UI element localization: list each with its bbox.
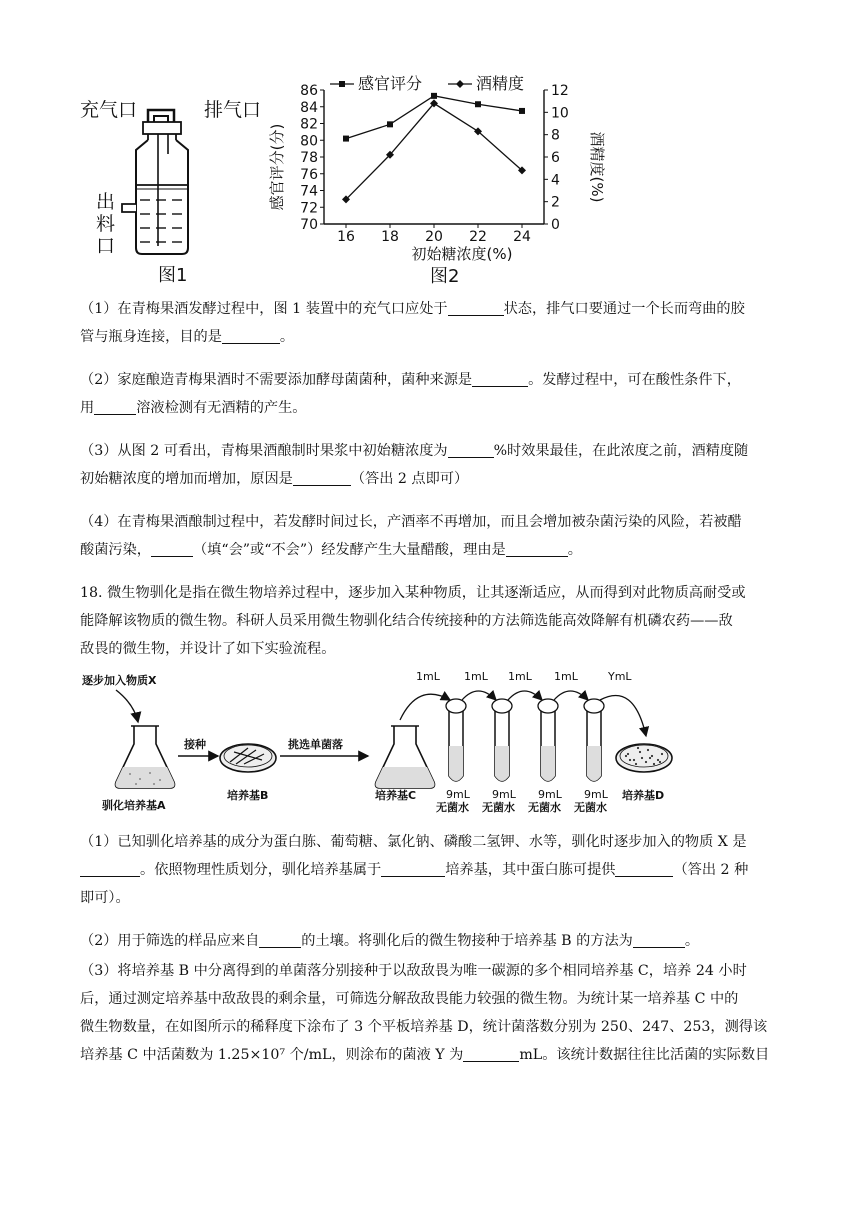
colony-dot: [645, 761, 647, 763]
colony-dot: [635, 763, 637, 765]
plate-b-label: 培养基B: [227, 789, 269, 802]
legend-label-1: 感官评分: [358, 74, 423, 93]
series-point-square: [431, 93, 437, 99]
x-tick-label: 22: [469, 229, 487, 245]
plate-d: [616, 744, 672, 772]
figure2-chart: [262, 70, 607, 288]
left-tick-label: 74: [300, 183, 318, 200]
x-tick-label: 18: [381, 229, 399, 245]
right-tick-label: 8: [551, 127, 560, 144]
transfer-label-2: 1mL: [464, 670, 488, 683]
colony-dot: [651, 755, 653, 757]
cotton-plug: [538, 699, 558, 713]
add-x-label: 逐步加入物质X: [82, 674, 157, 687]
colony-dot: [649, 757, 651, 759]
q18-intro: 18. 微生物驯化是指在微生物培养过程中，逐步加入某种物质，让其逐渐适应，从而得到对此物质高耐受或 能降解该物质的微生物。科研人员采用微生物驯化结合传统接种的方法筛选能高效降解有机磷农药——敌 敌畏的微生物，并设计了如下实验流程。: [80, 585, 746, 657]
left-tick-label: 84: [300, 99, 318, 116]
q18-part2: （2）用于筛选的样品应来自 的土壤。将驯化后的微生物接种于培养基 B 的方法为 。: [80, 927, 782, 955]
q18-flow-diagram: [78, 664, 678, 819]
colony-dot: [629, 759, 631, 761]
series-point-square: [475, 101, 481, 107]
x-tick-label: 20: [425, 229, 443, 245]
q17-part1: （1）在青梅果酒发酵过程中，图 1 装置中的充气口应处于 状态，排气口要通过一个长而弯曲的胶 管与瓶身连接，目的是 。: [80, 295, 782, 351]
x-axis-label: 初始糖浓度(%): [411, 245, 513, 263]
q17-part4: （4）在青梅果酒酿制过程中，若发酵时间过长，产酒率不再增加，而且会增加被杂菌污染的风险，若被醋 酸菌污染， （填“会”或“不会”）经发酵产生大量醋酸，理由是 。: [80, 514, 742, 558]
transfer-label-3: 1mL: [508, 670, 532, 683]
figure2-caption: 图2: [430, 266, 460, 287]
right-axis-label: 酒精度(%): [588, 131, 606, 203]
colony-dot: [637, 747, 639, 749]
series-line-2: [346, 103, 522, 199]
figure1-caption: 图1: [158, 265, 188, 286]
q17-part2: （2）家庭酿造青梅果酒时不需要添加酵母菌菌种，菌种来源是 。发酵过程中，可在酸性条件下， 用 溶液检测有无酒精的产生。: [80, 366, 782, 422]
figure1-fermentation-device: [76, 78, 262, 288]
colony-dot: [657, 759, 659, 761]
outlet-label: 排气口: [204, 99, 262, 121]
colony-dot: [659, 761, 661, 763]
cotton-plug: [446, 699, 466, 713]
colony-dot: [639, 751, 641, 753]
test-tube-4: [584, 699, 604, 781]
x-tick-label: 24: [513, 229, 531, 245]
pick-colony-label: 挑选单菌落: [288, 738, 343, 751]
left-tick-label: 82: [300, 116, 318, 133]
cotton-plug: [492, 699, 512, 713]
flask-a: [116, 726, 175, 788]
plate-b: [220, 744, 276, 772]
sterile-water-label: 无菌水: [574, 801, 607, 814]
sterile-water-label: 无菌水: [482, 801, 515, 814]
test-tube-2: [492, 699, 512, 781]
left-tick-label: 72: [300, 200, 318, 217]
tube-volume-label: 9mL: [446, 788, 470, 801]
colony-dot: [653, 763, 655, 765]
right-tick-label: 4: [551, 172, 560, 189]
colony-dot: [625, 755, 627, 757]
tube-volume-label: 9mL: [492, 788, 516, 801]
left-axis-label: 感官评分(分): [268, 123, 286, 211]
colony-dot: [661, 753, 663, 755]
q17-part3: （3）从图 2 可看出，青梅果酒酿制时果浆中初始糖浓度为 %时效果最佳，在此浓度之前，酒精度随 初始糖浓度的增加而增加，原因是 （答出 2 点即可）: [80, 437, 782, 493]
colony-dot: [627, 753, 629, 755]
right-tick-label: 12: [551, 83, 569, 99]
left-tick-label: 80: [300, 133, 318, 150]
q18-part1: （1）已知驯化培养基的成分为蛋白胨、葡萄糖、氯化钠、磷酸二氢钾、水等，驯化时逐步加入的物质 X 是 。依照物理性质划分，驯化培养基属于 培养基，其中蛋白胨可提供 （答出 2 种 即可）。: [80, 834, 749, 906]
left-tick-label: 70: [300, 217, 318, 233]
flask-c-label: 培养基C: [375, 789, 417, 802]
cotton-plug: [584, 699, 604, 713]
inlet-label: 充气口: [80, 99, 138, 121]
plate-d-label: 培养基D: [622, 789, 665, 802]
left-tick-label: 78: [300, 150, 318, 166]
flask-c: [376, 726, 435, 788]
right-tick-label: 2: [551, 194, 560, 211]
sterile-water-label: 无菌水: [436, 801, 469, 814]
right-tick-label: 0: [551, 217, 560, 233]
transfer-label-4: 1mL: [554, 670, 578, 683]
flask-a-label: 驯化培养基A: [102, 799, 166, 812]
legend-marker-square: [339, 81, 345, 87]
transfer-label-y: YmL: [608, 670, 632, 683]
right-tick-label: 6: [551, 150, 560, 166]
series-point-square: [343, 136, 349, 142]
series-point-square: [387, 121, 393, 127]
discharge-label: 出料口: [96, 191, 116, 257]
x-tick-label: 16: [337, 229, 355, 245]
q18-part3: （3）将培养基 B 中分离得到的单菌落分别接种于以敌敌畏为唯一碳源的多个相同培养基 C，培养 24 小时 后，通过测定培养基中敌敌畏的剩余量，可筛选分解敌敌畏能力较强的微生物。为统计某一培养基 C 中的 微生物数量，在如图所示的稀释度下涂布了 3 个平板培养基 D，统计菌落数分别为 250、247、253，测得该 培养基 C 中活菌数为 1.25×10⁷ 个/mL，则涂布的菌液 Y 为 mL。该统计数据往往比活菌的实际数目: [80, 963, 770, 1063]
inoculate-label: 接种: [184, 738, 206, 751]
colony-dot: [633, 759, 635, 761]
transfer-label-1: 1mL: [416, 670, 440, 683]
series-point-square: [519, 108, 525, 114]
legend-marker-diamond: [456, 80, 464, 88]
legend-label-2: 酒精度: [476, 74, 525, 93]
tube-volume-label: 9mL: [584, 788, 608, 801]
sterile-water-label: 无菌水: [528, 801, 561, 814]
right-tick-label: 10: [551, 105, 569, 122]
colony-dot: [641, 757, 643, 759]
colony-dot: [647, 749, 649, 751]
test-tube-3: [538, 699, 558, 781]
test-tube-1: [446, 699, 466, 781]
left-tick-label: 76: [300, 166, 318, 183]
tube-volume-label: 9mL: [538, 788, 562, 801]
left-tick-label: 86: [300, 83, 318, 99]
